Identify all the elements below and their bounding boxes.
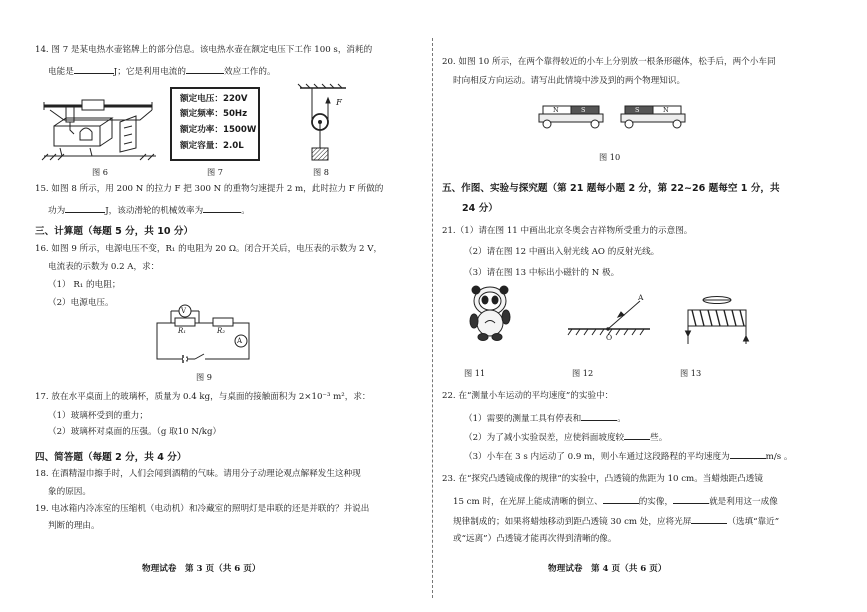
figure-10-caption: 图 10 bbox=[599, 152, 621, 162]
figure-13-caption: 图 13 bbox=[680, 368, 702, 378]
section-3-heading: 三、计算题（每题 5 分，共 10 分） bbox=[35, 226, 194, 237]
figure-13-solenoid bbox=[682, 292, 752, 348]
figure-8-pulley bbox=[296, 84, 356, 164]
point-a-label: A bbox=[638, 293, 644, 302]
q23-line3: 规律制成的；如果将蜡烛移动到距凸透镜 30 cm 处，应将光屏 （选填“靠近” bbox=[453, 514, 779, 528]
q19-line1: 19. 电冰箱内冷冻室的压缩机（电动机）和冷藏室的照明灯是串联的还是并联的？并说出 bbox=[35, 504, 370, 514]
point-o-label: O bbox=[606, 333, 613, 342]
page-divider bbox=[432, 38, 433, 598]
q18-line1: 18. 在酒精湿巾擦手时，人们会闻到酒精的气味。请用分子动理论观点解释发生这种现 bbox=[35, 469, 361, 479]
cart1-pole-s: S bbox=[581, 106, 586, 114]
figure-7-caption: 图 7 bbox=[207, 167, 223, 177]
q15-line2: 功为 J，该动滑轮的机械效率为 。 bbox=[48, 203, 250, 217]
q15-line1: 15. 如图 8 所示，用 200 N 的拉力 F 把 300 N 的重物匀速提升 2 m，此时拉力 F 所做的 bbox=[35, 184, 384, 194]
q19-line2: 判断的理由。 bbox=[48, 521, 100, 531]
q20-line2: 时向相反方向运动。请写出此情境中涉及到的两个物理知识。 bbox=[453, 76, 686, 86]
figure-9-circuit bbox=[155, 305, 255, 365]
section-5-heading: 五、作图、实验与探究题（第 21 题每小题 2 分，第 22~26 题每空 1 分，共 bbox=[442, 183, 780, 194]
r2-label: R₂ bbox=[217, 327, 226, 335]
section-4-heading: 四、简答题（每题 2 分，共 4 分） bbox=[35, 452, 187, 463]
cart2-pole-s: S bbox=[635, 106, 640, 114]
q16-sub2: （2）电源电压。 bbox=[48, 298, 114, 308]
figure-10-magnet-carts bbox=[537, 100, 687, 132]
right-page-footer: 物理试卷 第 4 页（共 6 页） bbox=[548, 564, 667, 574]
cart1-pole-n: N bbox=[553, 106, 559, 114]
q16-sub1: （1） R₁ 的电阻； bbox=[48, 280, 121, 290]
left-page-footer: 物理试卷 第 3 页（共 6 页） bbox=[142, 564, 261, 574]
figure-9-caption: 图 9 bbox=[196, 372, 212, 382]
q23-line2: 15 cm 时，在光屏上能成清晰的倒立、 的实像， 就是利用这一成像 bbox=[453, 494, 778, 508]
q16-line1: 16. 如图 9 所示，电源电压不变，R₁ 的电阻为 20 Ω。闭合开关后，电压表的示数为 2 V， bbox=[35, 244, 383, 254]
q21-sub2: （2）请在图 12 中画出入射光线 AO 的反射光线。 bbox=[464, 247, 660, 257]
figure-7-nameplate bbox=[170, 87, 260, 161]
figure-8-force-label: F bbox=[336, 98, 342, 108]
q21-sub3: （3）请在图 13 中标出小磁针的 N 极。 bbox=[464, 268, 620, 278]
q14-line2: 电能是 J；它是利用电流的 效应工作的。 bbox=[48, 64, 276, 78]
q18-line2: 象的原因。 bbox=[48, 487, 91, 497]
q22-line1: 22. 在“测量小车运动的平均速度”的实验中： bbox=[442, 391, 614, 401]
figure-8-caption: 图 8 bbox=[313, 167, 329, 177]
q14-line1: 14. 图 7 是某电热水壶铭牌上的部分信息。该电热水壶在额定电压下工作 100 s，消耗的 bbox=[35, 45, 373, 55]
q22-sub2: （2）为了减小实验误差，应使斜面坡度较 些。 bbox=[464, 430, 667, 444]
figure-6-kitchen-drawing bbox=[40, 86, 160, 162]
figure-12-caption: 图 12 bbox=[572, 368, 594, 378]
right-page bbox=[434, 0, 867, 612]
q21-line1: 21.（1）请在图 11 中画出北京冬奥会吉祥物所受重力的示意图。 bbox=[442, 226, 693, 236]
figure-11-mascot bbox=[468, 285, 512, 341]
nameplate-voltage: 额定电压：220V bbox=[180, 94, 248, 104]
q23-line1: 23. 在“探究凸透镜成像的规律”的实验中，凸透镜的焦距为 10 cm。当蜡烛距凸透镜 bbox=[442, 474, 763, 484]
section-5-heading-cont: 24 分） bbox=[462, 203, 498, 214]
q20-line1: 20. 如图 10 所示，在两个靠得较近的小车上分别放一根条形磁体，松手后，两个小车同 bbox=[442, 57, 776, 67]
figure-11-caption: 图 11 bbox=[464, 368, 486, 378]
q17-sub1: （1）玻璃杯受到的重力； bbox=[48, 411, 148, 421]
q23-line4: 或“远离”）凸透镜才能再次得到清晰的像。 bbox=[453, 534, 617, 544]
q17-sub2: （2）玻璃杯对桌面的压强。（g 取10 N/kg） bbox=[48, 427, 222, 437]
q22-sub1: （1）需要的测量工具有停表和 。 bbox=[464, 411, 626, 425]
cart2-pole-n: N bbox=[663, 106, 669, 114]
left-page bbox=[0, 0, 432, 612]
nameplate-capacity: 额定容量：2.0L bbox=[180, 141, 244, 151]
nameplate-frequency: 额定频率：50Hz bbox=[180, 109, 248, 119]
ammeter-label: A bbox=[237, 337, 243, 345]
nameplate-power: 额定功率：1500W bbox=[180, 125, 257, 135]
figure-6-caption: 图 6 bbox=[92, 167, 108, 177]
r1-label: R₁ bbox=[178, 327, 187, 335]
q17-line1: 17. 放在水平桌面上的玻璃杯，质量为 0.4 kg，与桌面的接触面积为 2×10⁻³ m²，求： bbox=[35, 392, 371, 402]
q16-line2: 电流表的示数为 0.2 A，求： bbox=[48, 262, 160, 272]
q22-sub3: （3）小车在 3 s 内运动了 0.9 m，则小车通过这段路程的平均速度为 m/s 。 bbox=[464, 449, 792, 463]
voltmeter-label: V bbox=[181, 307, 187, 315]
